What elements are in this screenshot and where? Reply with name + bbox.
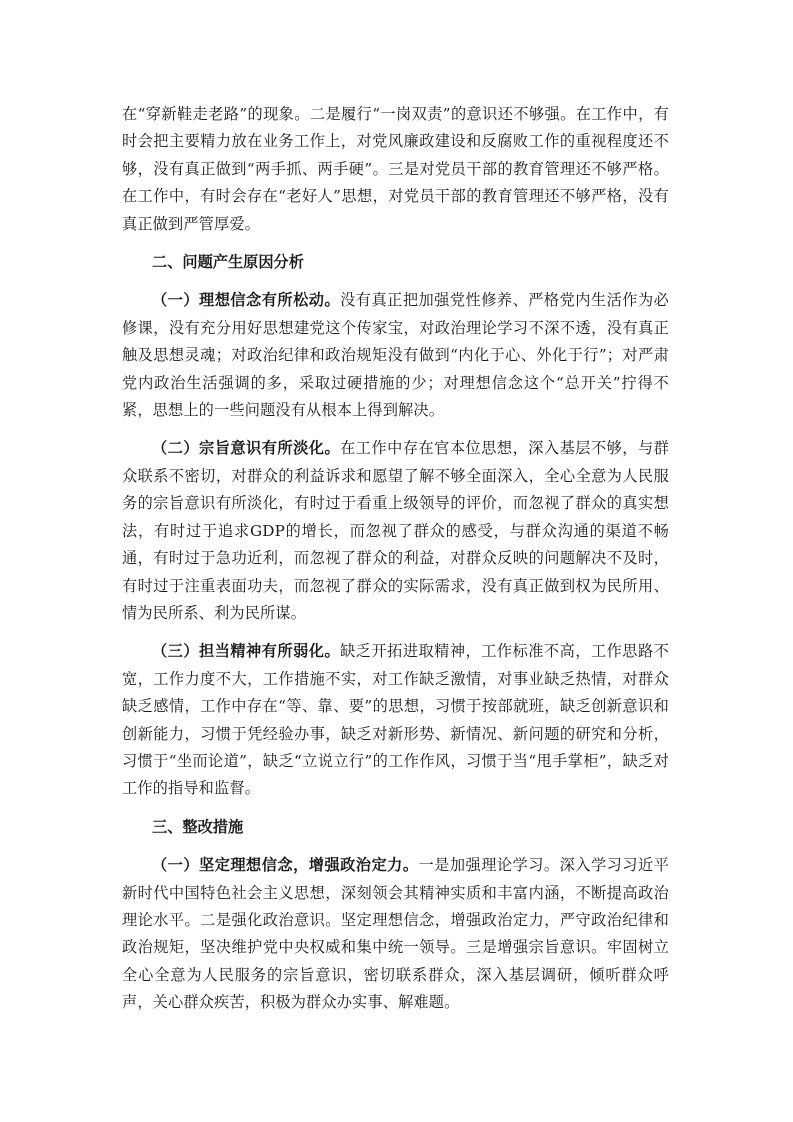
- paragraph-ideals: [122, 287, 669, 424]
- paragraph-lead: （二）宗旨意识有所淡化。: [152, 439, 341, 458]
- paragraph-lead: （一）理想信念有所松动。: [152, 291, 341, 310]
- paragraph-responsibility: [122, 638, 669, 802]
- paragraph-measure-one: [122, 852, 669, 1016]
- section-heading-causes: 二、问题产生原因分析: [152, 253, 304, 272]
- paragraph-body: 在工作中存在官本位思想，深入基层不够，与群众联系不密切，对群众的利益诉求和愿望了解不够全面深入，全心全意为人民服务的宗旨意识有所淡化，有时过于看重上级领导的评价，而忽视了群众的真实想法，有时过于追求GDP的增长，而忽视了群众的感受，与群众沟通的渠道不畅通，有时过于急功近利，而忽视了群众的利益，对群众反映的问题解决不及时，有时过于注重表面功夫，而忽视了群众的实际需求，没有真正做到权为民所用、情为民所系、利为民所谋。: [122, 439, 669, 622]
- paragraph-lead: （一）坚定理想信念，增强政治定力。: [152, 856, 419, 875]
- paragraph-body: 一是加强理论学习。深入学习习近平新时代中国特色社会主义思想，深刻领会其精神实质和丰富内涵，不断提高政治理论水平。二是强化政治意识。坚定理想信念，增强政治定力，严守政治纪律和政治规矩，坚决维护党中央权威和集中统一领导。三是增强宗旨意识。牢固树立全心全意为人民服务的宗旨意识，密切联系群众，深入基层调研，倾听群众呼声，关心群众疾苦，积极为群众办实事、解难题。: [122, 856, 669, 1012]
- paragraph-purpose: [122, 435, 669, 627]
- paragraph-continuation: 在“穿新鞋走老路”的现象。二是履行“一岗双责”的意识还不够强。在工作中，有时会把主要精力放在业务工作上，对党风廉政建设和反腐败工作的重视程度还不够，没有真正做到“两手抓、两手硬”。三是对党员干部的教育管理还不够严格。在工作中，有时会存在“老好人”思想，对党员干部的教育管理还不够严格，没有真正做到严管厚爱。: [122, 105, 669, 233]
- document-page: [122, 101, 669, 1017]
- section-heading-measures: 三、整改措施: [152, 817, 244, 836]
- paragraph-lead: （三）担当精神有所弱化。: [152, 642, 341, 661]
- paragraph-body: 没有真正把加强党性修养、严格党内生活作为必修课，没有充分用好思想建党这个传家宝，对政治理论学习不深不透，没有真正触及思想灵魂；对政治纪律和政治规矩没有做到“内化于心、外化于行”；对严肃党内政治生活强调的多，采取过硬措施的少；对理想信念这个“总开关”拧得不紧，思想上的一些问题没有从根本上得到解决。: [122, 291, 669, 420]
- paragraph-body: 缺乏开拓进取精神，工作标准不高，工作思路不宽，工作力度不大，工作措施不实，对工作缺乏激情，对事业缺乏热情，对群众缺乏感情，工作中存在“等、靠、要”的思想，习惯于按部就班，缺乏创新意识和创新能力，习惯于凭经验办事，缺乏对新形势、新情况、新问题的研究和分析，习惯于“坐而论道”，缺乏“立说立行”的工作作风，习惯于当“甩手掌柜”，缺乏对工作的指导和监督。: [122, 642, 669, 798]
